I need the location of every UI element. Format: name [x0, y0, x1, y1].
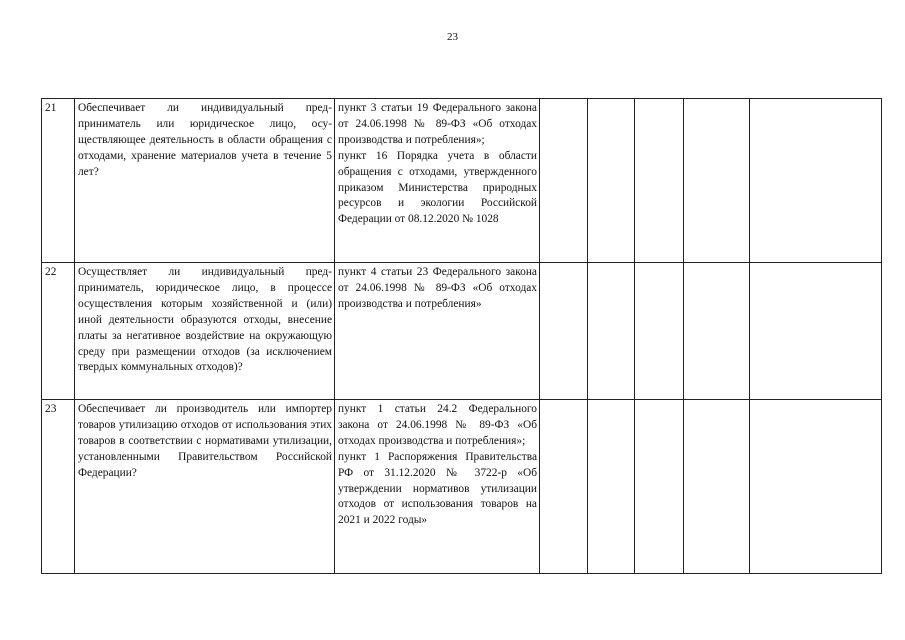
row-number: 23: [42, 400, 75, 574]
legal-reference: [335, 263, 540, 400]
checklist-table: [41, 98, 882, 574]
empty-cell: [684, 263, 750, 400]
legal-reference: [335, 400, 540, 574]
table-row: [42, 99, 882, 263]
empty-cell: [540, 263, 588, 400]
legal-reference-item: пункт 3 статьи 19 Федерального закона от 24.06.1998 № 89-ФЗ «Об отходах производства и потребления»;: [338, 102, 537, 146]
empty-cell: [684, 99, 750, 263]
empty-cell: [540, 400, 588, 574]
empty-cell: [635, 400, 684, 574]
empty-cell: [588, 400, 635, 574]
legal-reference-item: пункт 4 статьи 23 Федерального закона от 24.06.1998 № 89-ФЗ «Об отходах производства и потребления»: [338, 266, 537, 310]
empty-cell: [635, 263, 684, 400]
row-number: 22: [42, 263, 75, 400]
empty-cell: [540, 99, 588, 263]
requirement-question: Обеспечивает ли производитель или импортер товаров утилизацию отходов от использования этих товаров в соответствии с нормативами утилизации, установленными Правительством Российской Федерации?: [75, 400, 335, 574]
empty-cell: [635, 99, 684, 263]
legal-reference-item: пункт 1 статьи 24.2 Федерального закона от 24.06.1998 № 89-ФЗ «Об отходах производства и потребления»;: [338, 403, 537, 447]
requirement-question: Обеспечивает ли индивидуальный предприниматель или юридическое лицо, осуществляющее деятельность в области обращения с отходами, хранение материалов учета в течение 5 лет?: [75, 99, 335, 263]
table-row: [42, 400, 882, 574]
requirement-question: Осуществляет ли индивидуальный предприниматель, юридическое лицо, в процессе осуществления которым хозяйственной и (или) иной деятельности образуются отходы, внесение платы за негативное воздействие на окружающую среду при размещении отходов (за исключением твердых коммунальных отходов)?: [75, 263, 335, 400]
empty-cell: [588, 99, 635, 263]
empty-cell: [588, 263, 635, 400]
empty-cell: [750, 99, 882, 263]
row-number: 21: [42, 99, 75, 263]
legal-reference-item: пункт 16 Порядка учета в области обращения с отходами, утвержденного приказом Министерства природных ресурсов и экологии Российской Федерации от 08.12.2020 № 1028: [338, 149, 537, 226]
empty-cell: [750, 263, 882, 400]
legal-reference-item: пункт 1 Распоряжения Правительства РФ от 31.12.2020 № 3722-р «Об утверждении нормативов утилизации отходов от использования товаров на 2021 и 2022 годы»: [338, 450, 537, 527]
page-number: 23: [447, 31, 458, 43]
legal-reference: [335, 99, 540, 263]
empty-cell: [684, 400, 750, 574]
table-row: [42, 263, 882, 400]
empty-cell: [750, 400, 882, 574]
